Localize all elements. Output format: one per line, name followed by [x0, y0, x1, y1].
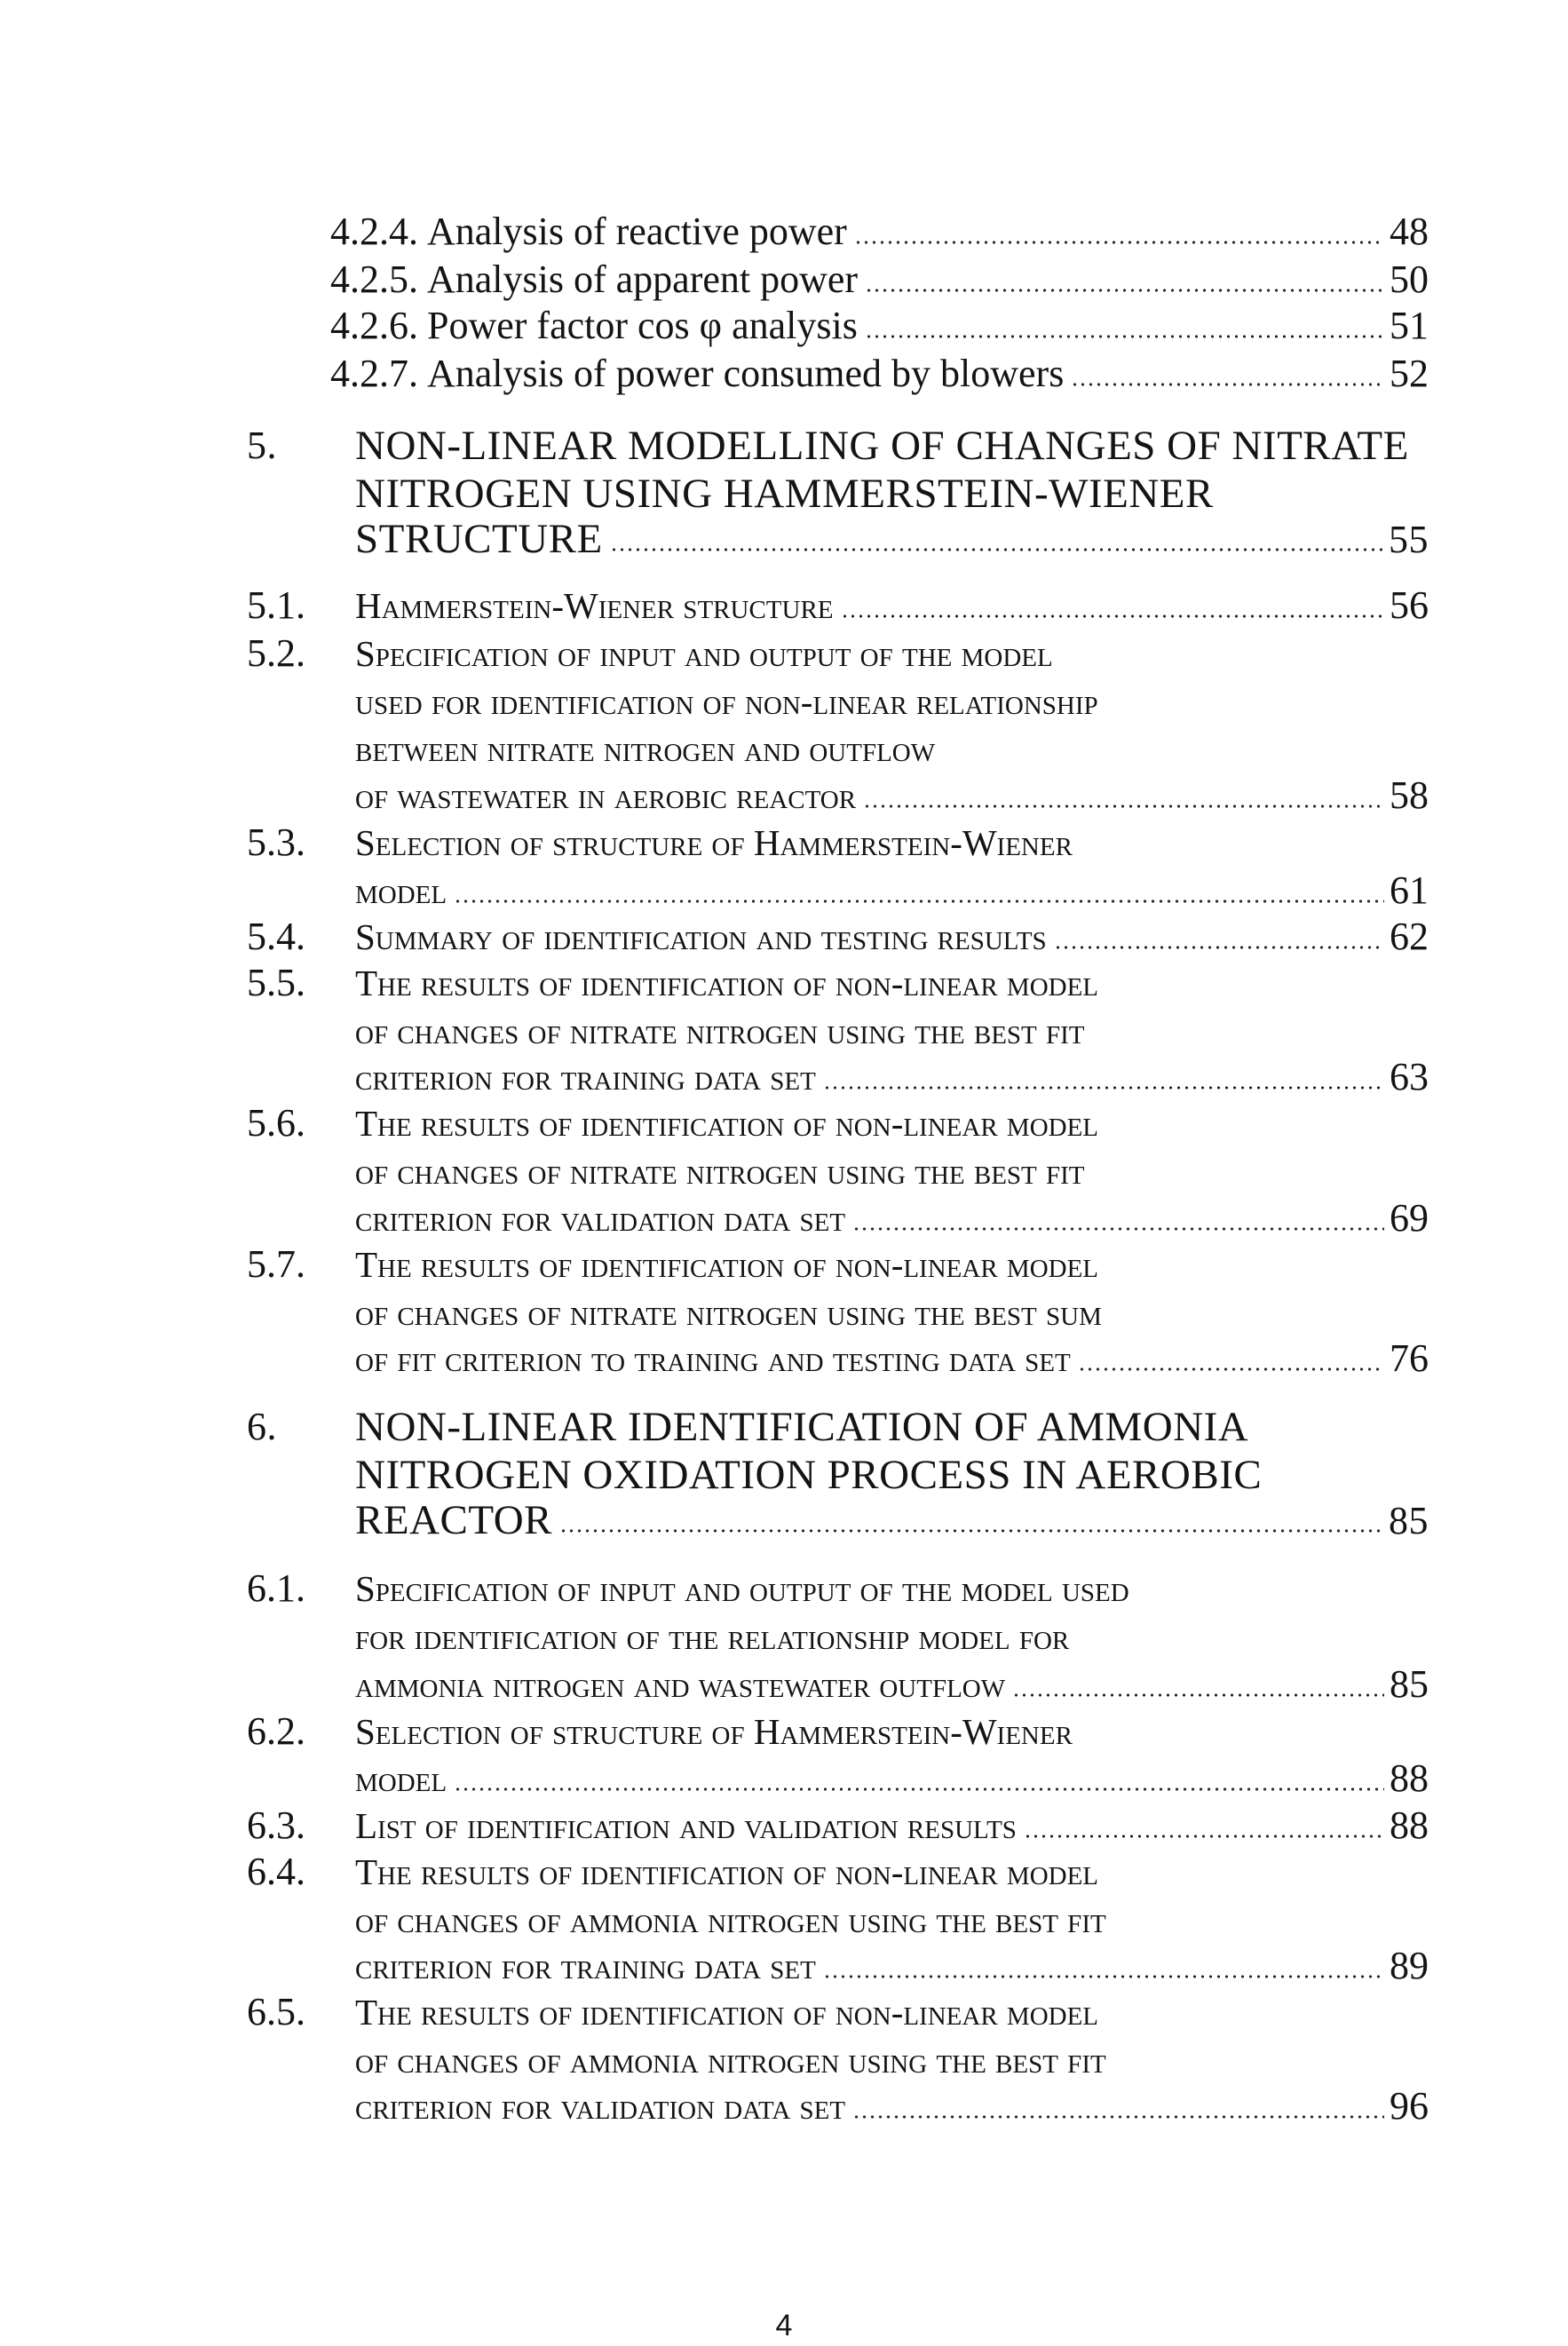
entry-title: Analysis of apparent power	[427, 258, 859, 301]
entry-number: 5.4.	[247, 915, 305, 958]
entry-title: NITROGEN USING HAMMERSTEIN-WIENER	[355, 471, 1214, 517]
dot-leader	[454, 900, 1384, 903]
entry-title: The results of identification of non-linear model	[355, 1992, 1099, 2033]
entry-page-number[interactable]: 52	[1390, 352, 1429, 395]
entry-number: 6.	[247, 1405, 277, 1448]
toc-line	[355, 2081, 1429, 2131]
entry-number: 5.5.	[247, 961, 305, 1004]
dot-leader	[1071, 383, 1384, 386]
entry-title: criterion for training data set	[355, 1946, 816, 1986]
entry-title: between nitrate nitrogen and outflow	[355, 728, 936, 769]
entry-number: 4.2.5.	[330, 258, 418, 301]
toc-line	[330, 207, 1429, 257]
entry-page-number[interactable]: 61	[1390, 868, 1429, 912]
toc-line	[330, 255, 1429, 305]
toc-line	[355, 1006, 1085, 1056]
toc-line	[355, 771, 1429, 820]
dot-leader	[1024, 1835, 1384, 1838]
entry-title: Analysis of power consumed by blowers	[427, 352, 1065, 395]
dot-leader	[1012, 1693, 1384, 1697]
entry-title: of changes of nitrate nitrogen using the best fit	[355, 1011, 1085, 1051]
toc-line	[355, 514, 1429, 564]
entry-title: List of identification and validation results	[355, 1805, 1017, 1846]
toc-line	[355, 1754, 1429, 1803]
entry-number: 6.3.	[247, 1803, 305, 1847]
toc-line	[355, 1612, 1069, 1661]
entry-page-number[interactable]: 85	[1389, 1499, 1429, 1542]
toc-line	[355, 1450, 1262, 1500]
toc-line	[355, 1240, 1098, 1289]
toc-line	[355, 1847, 1098, 1897]
toc-line	[355, 1052, 1429, 1102]
dot-leader	[865, 289, 1384, 292]
dot-leader	[559, 1529, 1383, 1533]
entry-number: 4.2.6.	[330, 304, 418, 347]
entry-number: 5.2.	[247, 631, 305, 675]
entry-number: 5.3.	[247, 820, 305, 864]
entry-title: of changes of ammonia nitrogen using the best fit	[355, 1899, 1106, 1940]
entry-title: The results of identification of non-linear model	[355, 1851, 1099, 1892]
entry-title: of changes of nitrate nitrogen using the best fit	[355, 1151, 1085, 1192]
entry-title: model	[355, 870, 447, 911]
entry-page-number[interactable]: 96	[1390, 2084, 1429, 2128]
dot-leader	[1078, 1367, 1384, 1371]
dot-leader	[863, 804, 1384, 808]
toc-line	[355, 1707, 1073, 1756]
entry-title: for identification of the relationship model for	[355, 1616, 1070, 1657]
toc-line	[355, 1801, 1429, 1851]
toc-line	[355, 1987, 1098, 2037]
entry-title: The results of identification of non-linear model	[355, 1244, 1099, 1285]
toc-line	[355, 421, 1409, 471]
entry-page-number[interactable]: 69	[1390, 1196, 1429, 1240]
entry-title: Power factor cos φ analysis	[427, 304, 858, 347]
entry-number: 4.2.4.	[330, 210, 418, 253]
entry-page-number[interactable]: 88	[1390, 1803, 1429, 1847]
entry-title: of fit criterion to training and testing data set	[355, 1338, 1071, 1379]
toc-line	[355, 958, 1098, 1008]
toc-line	[355, 581, 1429, 630]
entry-title: ammonia nitrogen and wastewater outflow	[355, 1664, 1006, 1705]
entry-page-number[interactable]: 55	[1389, 518, 1429, 561]
toc-line	[355, 629, 1053, 678]
toc-line	[330, 301, 1429, 351]
entry-title: STRUCTURE	[355, 516, 603, 562]
entry-title: Analysis of reactive power	[427, 210, 847, 253]
entry-title: of changes of ammonia nitrogen using the best fit	[355, 2040, 1106, 2080]
toc-line	[355, 469, 1214, 519]
entry-title: NON-LINEAR MODELLING OF CHANGES OF NITRATE	[355, 423, 1409, 469]
entry-title: Hammerstein-Wiener structure	[355, 585, 834, 626]
toc-line	[355, 818, 1073, 868]
entry-page-number[interactable]: 76	[1390, 1336, 1429, 1380]
toc-line	[355, 912, 1429, 962]
toc-line	[355, 1098, 1098, 1148]
toc-line	[355, 1660, 1429, 1709]
dot-leader	[852, 2115, 1384, 2119]
toc-line	[355, 1146, 1085, 1196]
dot-leader	[852, 1227, 1384, 1231]
entry-title: used for identification of non-linear relationship	[355, 681, 1098, 722]
toc-line	[355, 1402, 1248, 1452]
entry-page-number[interactable]: 58	[1390, 773, 1429, 817]
entry-number: 6.1.	[247, 1566, 305, 1610]
entry-page-number[interactable]: 56	[1390, 583, 1429, 627]
entry-title: REACTOR	[355, 1497, 552, 1543]
entry-number: 4.2.7.	[330, 352, 418, 395]
entry-page-number[interactable]: 48	[1390, 210, 1429, 253]
dot-leader	[865, 335, 1384, 338]
entry-number: 5.6.	[247, 1101, 305, 1145]
entry-title: criterion for validation data set	[355, 1198, 846, 1239]
entry-title: of changes of nitrate nitrogen using the best sum	[355, 1292, 1102, 1333]
dot-leader	[823, 1086, 1384, 1090]
entry-title: Selection of structure of Hammerstein-Wiener	[355, 822, 1073, 863]
entry-page-number[interactable]: 62	[1390, 915, 1429, 958]
entry-title: Specification of input and output of the model	[355, 633, 1053, 674]
toc-line	[355, 677, 1098, 726]
toc-line	[355, 1941, 1429, 1991]
dot-leader	[1054, 946, 1384, 949]
toc-line	[355, 1895, 1106, 1945]
dot-leader	[454, 1787, 1384, 1791]
entry-number: 6.5.	[247, 1990, 305, 2033]
toc-line	[355, 1334, 1429, 1383]
dot-leader	[841, 614, 1385, 618]
toc-line	[355, 1564, 1129, 1613]
entry-number: 6.4.	[247, 1850, 305, 1893]
toc-line	[330, 349, 1429, 399]
entry-page-number[interactable]: 50	[1390, 258, 1429, 301]
entry-title: Specification of input and output of the model used	[355, 1568, 1129, 1609]
toc-line	[355, 2035, 1106, 2085]
entry-page-number[interactable]: 63	[1390, 1055, 1429, 1098]
toc-line	[355, 1495, 1429, 1545]
entry-title: NON-LINEAR IDENTIFICATION OF AMMONIA	[355, 1404, 1249, 1450]
entry-title: Selection of structure of Hammerstein-Wiener	[355, 1711, 1073, 1752]
entry-page-number[interactable]: 88	[1390, 1756, 1429, 1800]
dot-leader	[854, 241, 1384, 244]
entry-title: NITROGEN OXIDATION PROCESS IN AEROBIC	[355, 1452, 1263, 1498]
entry-page-number[interactable]: 89	[1390, 1944, 1429, 1987]
toc-line	[355, 724, 935, 773]
dot-leader	[610, 548, 1383, 551]
toc-line	[355, 1288, 1102, 1337]
entry-number: 5.1.	[247, 583, 305, 627]
toc-line	[355, 866, 1429, 915]
entry-page-number[interactable]: 85	[1390, 1662, 1429, 1706]
entry-title: Summary of identification and testing results	[355, 916, 1047, 957]
entry-title: criterion for validation data set	[355, 2086, 846, 2127]
entry-title: of wastewater in aerobic reactor	[355, 775, 857, 816]
entry-title: The results of identification of non-linear model	[355, 963, 1099, 1003]
entry-number: 5.7.	[247, 1242, 305, 1286]
toc-line	[355, 1193, 1429, 1243]
page-number: 4	[775, 2309, 793, 2342]
entry-number: 5.	[247, 424, 277, 467]
entry-page-number[interactable]: 51	[1390, 304, 1429, 347]
entry-title: The results of identification of non-linear model	[355, 1103, 1099, 1144]
entry-number: 6.2.	[247, 1709, 305, 1753]
entry-title: criterion for training data set	[355, 1057, 816, 1098]
entry-title: model	[355, 1758, 447, 1799]
dot-leader	[823, 1975, 1384, 1978]
